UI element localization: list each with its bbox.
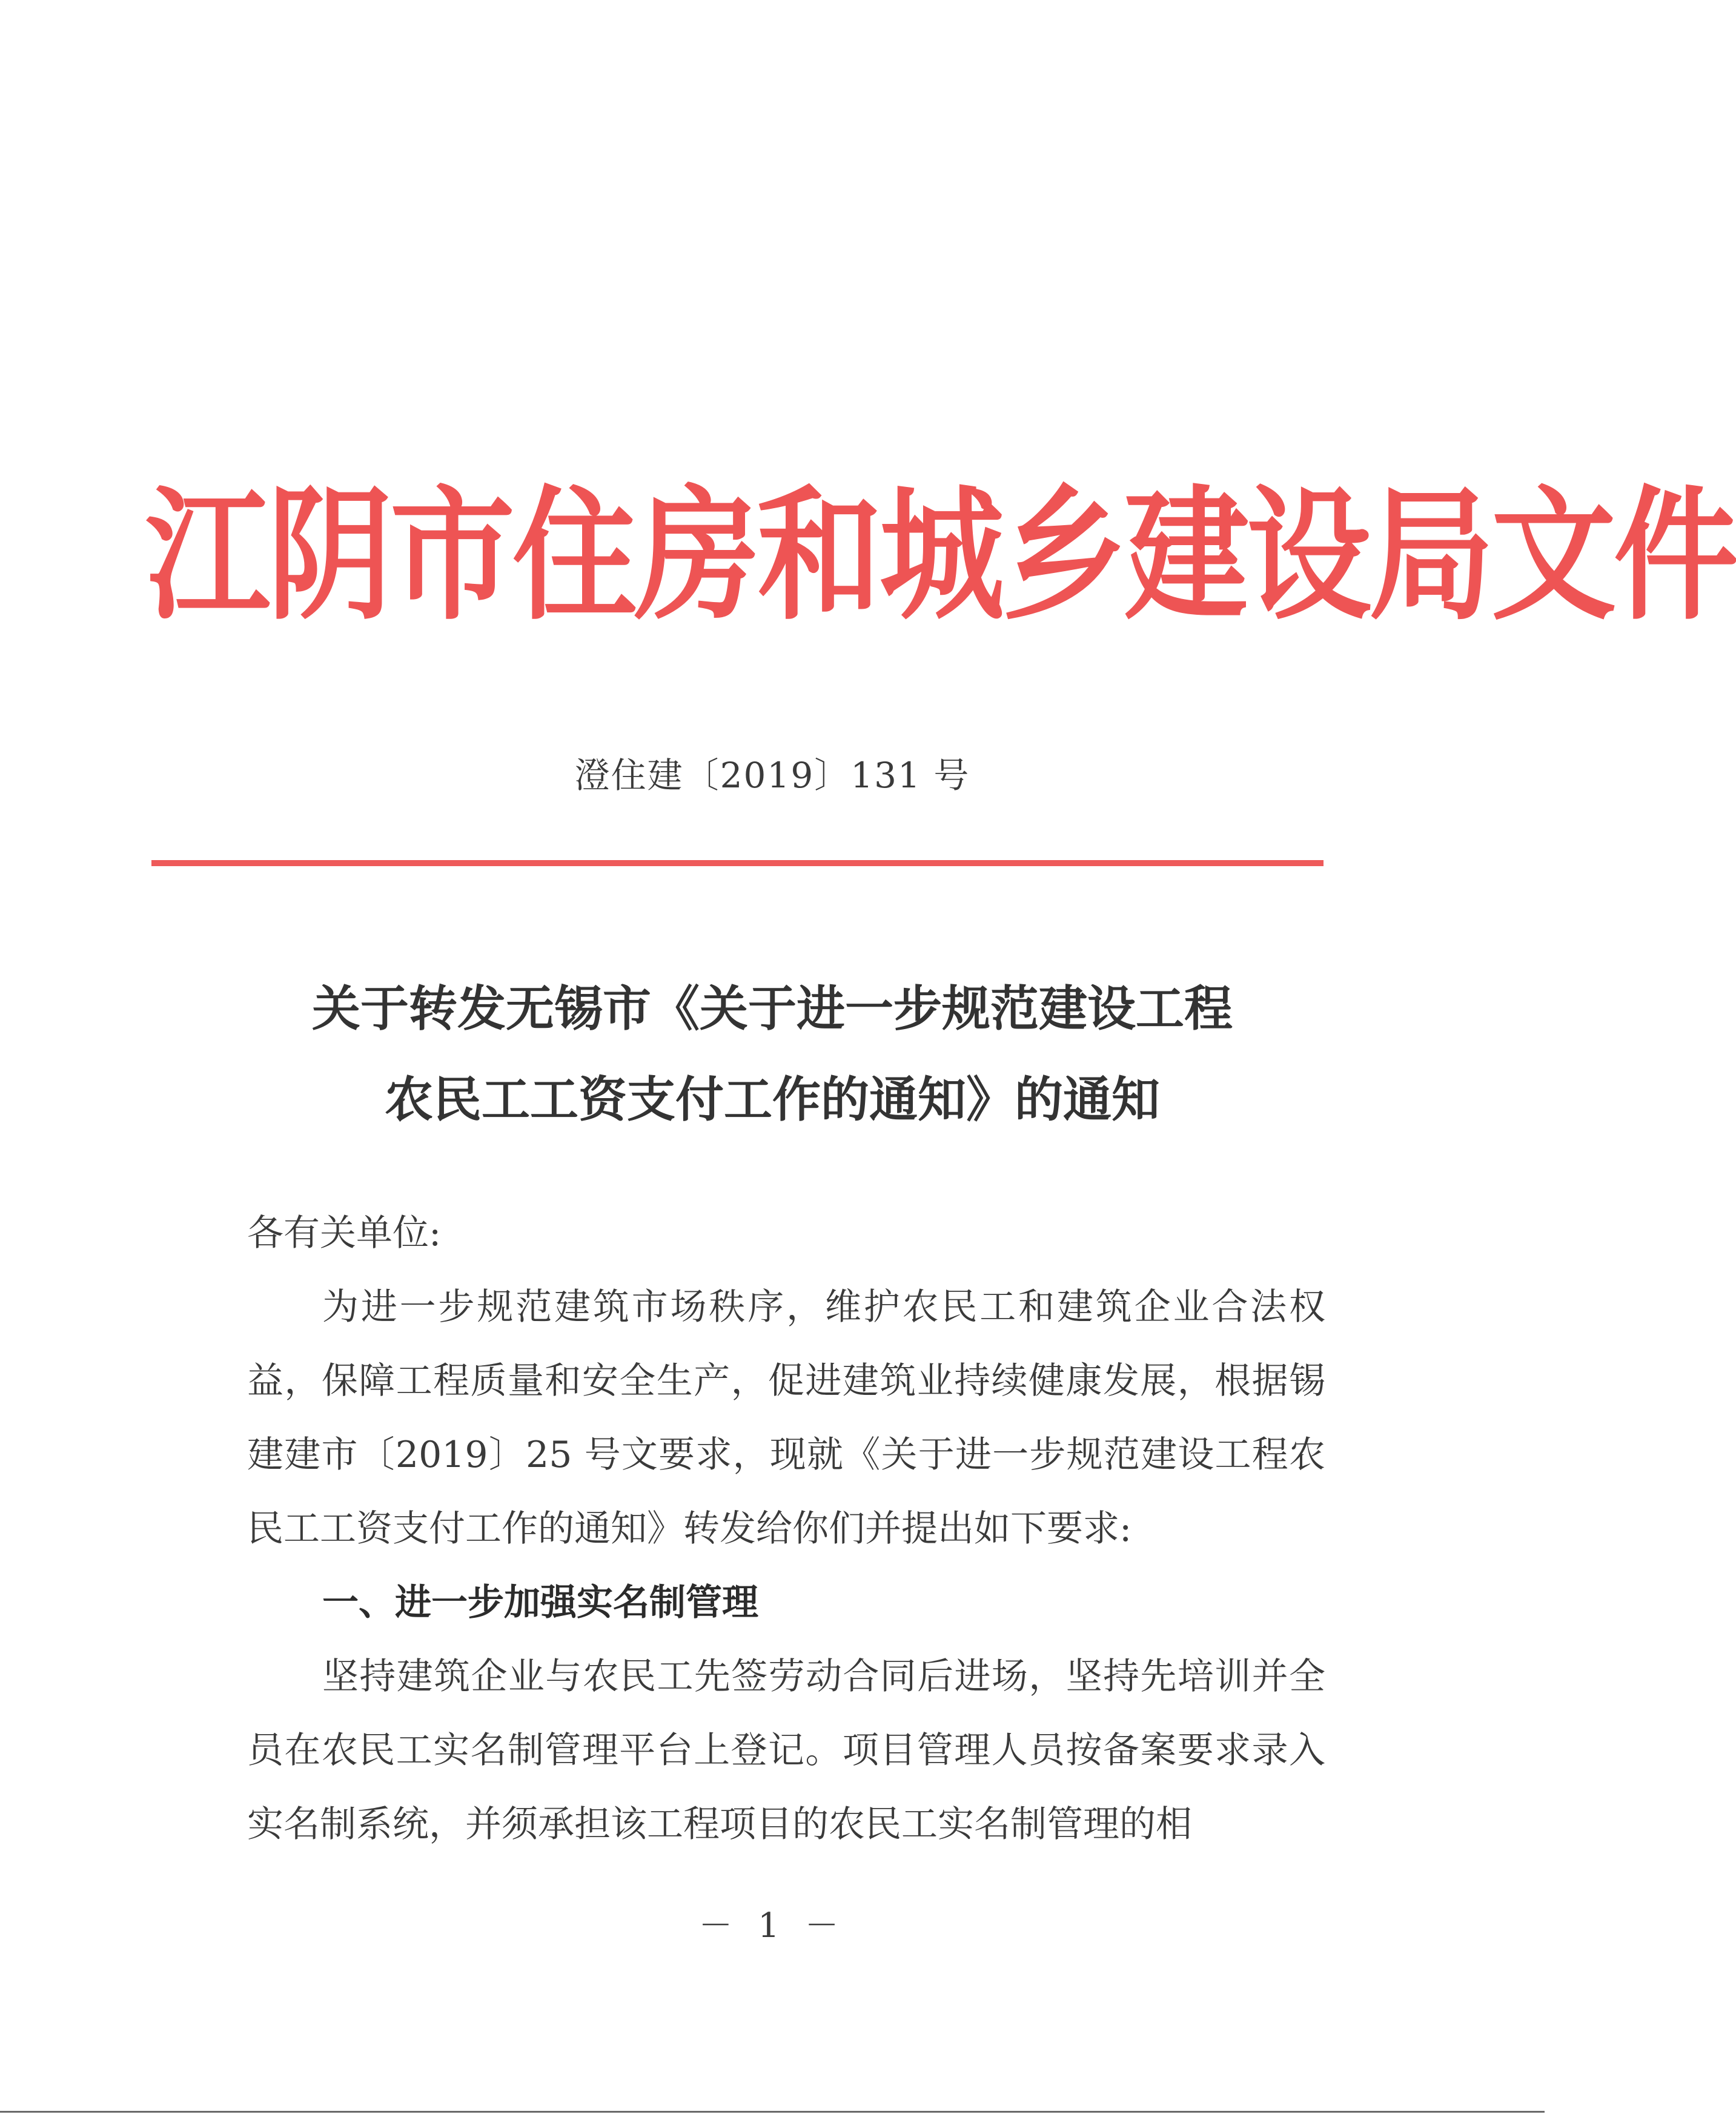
salutation: 各有关单位: xyxy=(247,1212,442,1254)
notice-title xyxy=(182,963,1363,1145)
section-1-paragraph: 坚持建筑企业与农民工先签劳动合同后进场，坚持先培训并全员在农民工实名制管理平台上登记。项目管理人员按备案要求录入实名制系统，并须承担该工程项目的农民工实名制管理的相 xyxy=(247,1655,1325,1846)
issuer-title: 江阴市住房和城乡建设局文件 xyxy=(145,472,1736,640)
intro-paragraph: 为进一步规范建筑市场秩序，维护农民工和建筑企业合法权益，保障工程质量和安全生产，促进建筑业持续健康发展，根据锡建建市〔2019〕25 号文要求，现就《关于进一步规范建设工程农民工工资支付工作的通知》转发给你们并提出如下要求: xyxy=(247,1286,1325,1550)
page-number: － 1 － xyxy=(698,1906,846,1946)
scan-bottom-edge xyxy=(0,2111,1545,2113)
document-body xyxy=(247,1196,1325,1861)
notice-title-line-1: 关于转发无锡市《关于进一步规范建设工程 xyxy=(312,980,1233,1037)
notice-title-line-2: 农民工工资支付工作的通知》的通知 xyxy=(385,1071,1160,1128)
document-number: 澄住建〔2019〕131 号 xyxy=(574,755,970,796)
section-1-heading: 一、进一步加强实名制管理 xyxy=(322,1581,758,1624)
red-divider-line xyxy=(151,860,1324,866)
